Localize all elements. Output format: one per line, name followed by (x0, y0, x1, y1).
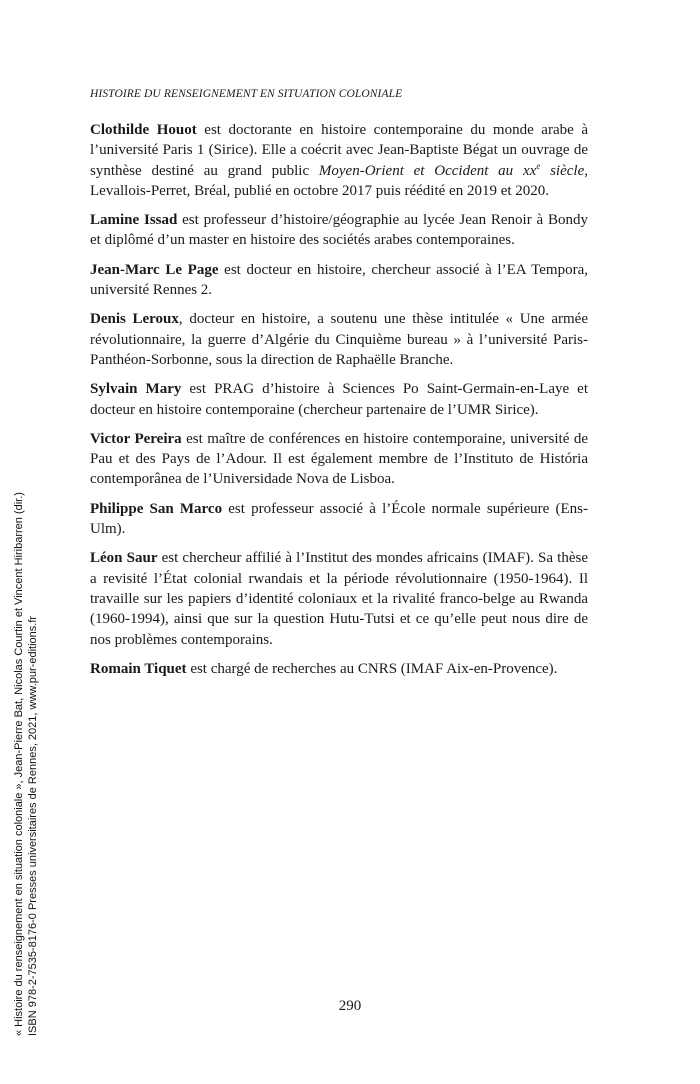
bio-text: , Levallois-Perret, Bréal, publié en octobre 2017 puis réédité en 2019 et 2020. (90, 162, 588, 199)
bio-name: Romain Tiquet (90, 660, 187, 677)
bio-entry (90, 309, 588, 370)
running-title: HISTOIRE DU RENSEIGNEMENT EN SITUATION COLONIALE (90, 88, 403, 100)
bio-text: est maître de conférences en histoire contemporaine, université de Pau et des Pays de l’Adour. Il est également membre de l’Instituto de História contemporânea de l’Universidade Nova de Lisboa. (90, 430, 588, 488)
bio-name: Léon Saur (90, 550, 158, 567)
bio-name: Philippe San Marco (90, 500, 223, 517)
bio-entry (90, 548, 588, 649)
bio-entry (90, 499, 588, 540)
bio-name: Lamine Issad (90, 212, 178, 229)
bio-name: Denis Leroux (90, 311, 179, 328)
page-number: 290 (338, 998, 362, 1014)
bio-name: Victor Pereira (90, 430, 182, 447)
contributors-list (90, 120, 588, 688)
bio-text: est doctorante en histoire contemporaine du monde arabe à l’université Paris 1 (Sirice). Elle a coécrit avec Jean-Baptiste Bégat un ouvrage de synthèse destiné au grand public (90, 122, 588, 179)
bio-entry (90, 379, 588, 420)
bio-text: est chercheur affilié à l’Institut des mondes africains (IMAF). Sa thèse a revisité l’État colonial rwandais et la période révolutionnaire (1950-1964). Il travaille sur les papiers d’identité coloniaux et la rivalité franco-belge au Rwanda (1960-1994), ainsi que sur la question Hutu-Tutsi et ce qu’elle peut nous dire de nos problèmes contemporains. (90, 550, 588, 648)
bio-text: , docteur en histoire, a soutenu une thèse intitulée « Une armée révolutionnaire, la guerre d’Algérie du Cinquième bureau » à l’université Paris-Panthéon-Sorbonne, sous la direction de Raphaëlle Branche. (90, 311, 588, 368)
bio-text: est professeur associé à l’École normale supérieure (Ens-Ulm). (90, 500, 588, 538)
bio-name: Sylvain Mary (90, 381, 182, 398)
side-note-line: « Histoire du renseignement en situation coloniale », Jean-Pierre Bat, Nicolas Courtin et Vincent Hiribarren (dir.) (13, 492, 25, 1036)
bio-text: est PRAG d’histoire à Sciences Po Saint-Germain-en-Laye et docteur en histoire contemporaine (chercheur partenaire de l’UMR Sirice). (90, 381, 588, 418)
copyright-side-note (12, 492, 40, 1036)
bio-text: est professeur d’histoire/géographie au lycée Jean Renoir à Bondy et diplômé d’un master en histoire des sociétés arabes contemporaines. (90, 212, 588, 249)
bio-name: Clothilde Houot (90, 122, 197, 138)
bio-text: est chargé de recherches au CNRS (IMAF Aix-en-Provence). (186, 660, 558, 677)
side-note-line: ISBN 978-2-7535-8176-0 Presses universitaires de Rennes, 2021, www.pur-editions.fr (27, 615, 39, 1036)
century-numeral: xx (522, 162, 537, 179)
bio-entry (90, 260, 588, 301)
bio-entry (90, 210, 588, 251)
bio-entry (90, 659, 588, 679)
century-superscript: e (536, 160, 541, 171)
bio-text: est docteur en histoire, chercheur associé à l’EA Tempora, université Rennes 2. (90, 261, 588, 299)
book-title: Moyen-Orient et Occident au $xx^e$ siècle (318, 160, 585, 179)
bio-name: Jean-Marc Le Page (90, 261, 219, 278)
bio-entry (90, 120, 588, 201)
bio-entry (90, 429, 588, 490)
